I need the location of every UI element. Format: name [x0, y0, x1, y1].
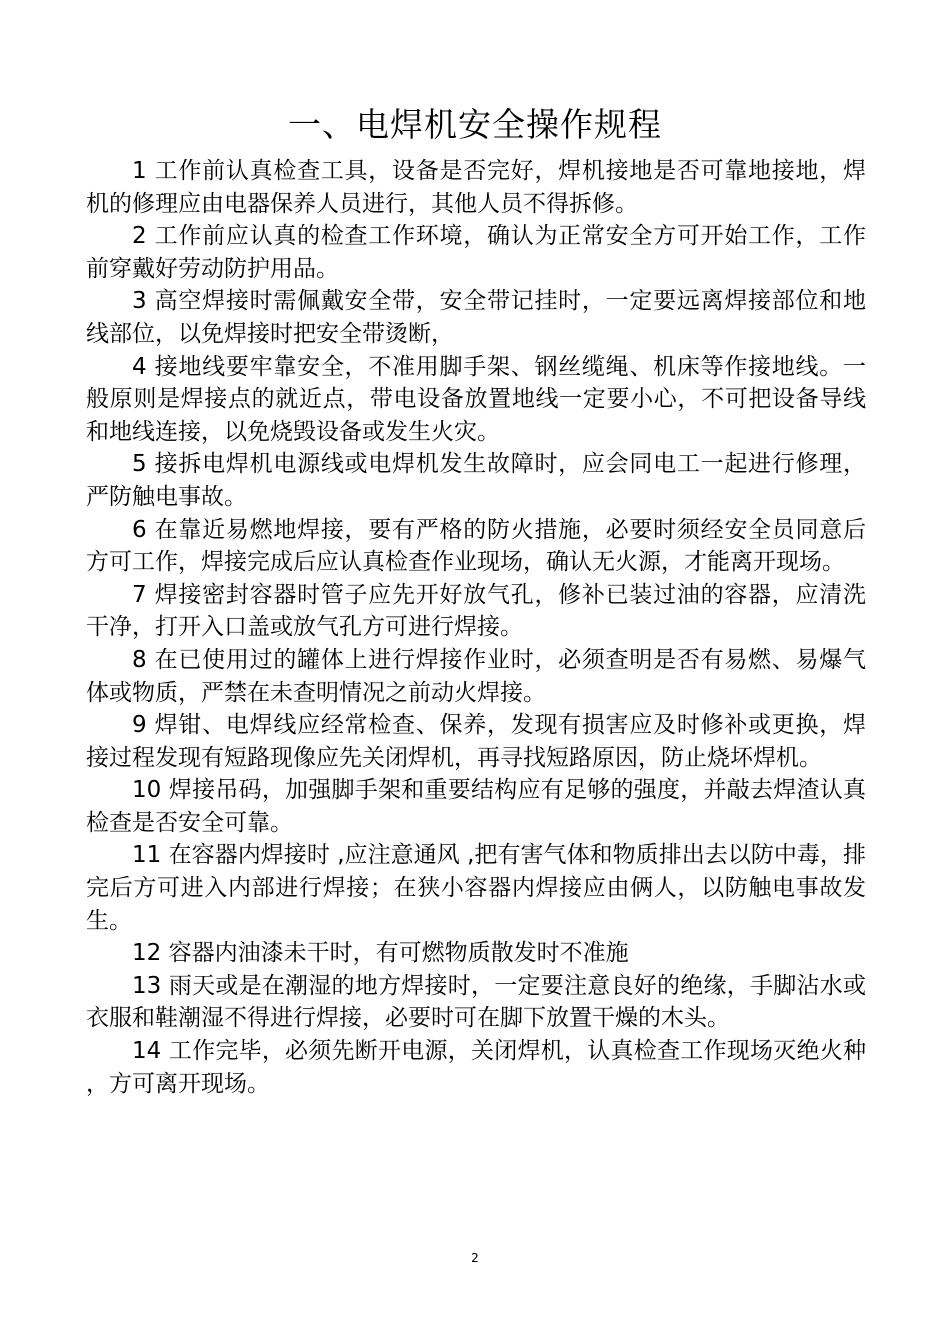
page-title: 一、电焊机安全操作规程: [288, 105, 662, 144]
paragraph-4: 4 接地线要牢靠安全，不准用脚手架、钢丝缆绳、机床等作接地线。一般原则是焊接点的就近点，带电设备放置地线一定要小心，不可把设备导线和地线连接，以免烧毁设备或发生火灾。: [86, 353, 866, 445]
paragraph-2: 2 工作前应认真的检查工作环境，确认为正常安全方可开始工作，工作前穿戴好劳动防护用品。: [86, 223, 866, 282]
paragraph-1: 1 工作前认真检查工具，设备是否完好，焊机接地是否可靠地接地，焊机的修理应由电器保养人员进行，其他人员不得拆修。: [86, 158, 866, 217]
paragraph-14: 14 工作完毕，必须先断开电源，关闭焊机，认真检查工作现场灭绝火种，方可离开现场。: [86, 1038, 866, 1097]
paragraph-11: 11 在容器内焊接时 ,应注意通风 ,把有害气体和物质排出去以防中毒，排完后方可进入内部进行焊接；在狭小容器内焊接应由俩人，以防触电事故发生。: [86, 842, 866, 934]
paragraph-6: 6 在靠近易燃地焊接，要有严格的防火措施，必要时须经安全员同意后方可工作，焊接完成后应认真检查作业现场，确认无火源，才能离开现场。: [86, 516, 866, 576]
paragraph-9: 9 焊钳、电焊线应经常检查、保养，发现有损害应及时修补或更换，焊接过程发现有短路现像应先关闭焊机，再寻找短路原因，防止烧坏焊机。: [86, 712, 866, 771]
paragraph-3: 3 高空焊接时需佩戴安全带，安全带记挂时，一定要远离焊接部位和地线部位，以免焊接时把安全带烫断，: [86, 288, 866, 347]
paragraph-13: 13 雨天或是在潮湿的地方焊接时，一定要注意良好的绝缘，手脚沾水或衣服和鞋潮湿不得进行焊接，必要时可在脚下放置干燥的木头。: [86, 972, 866, 1032]
paragraph-5: 5 接拆电焊机电源线或电焊机发生故障时，应会同电工一起进行修理，严防触电事故。: [86, 451, 866, 510]
page-number: 2: [471, 1251, 479, 1265]
document-body: [86, 155, 866, 1100]
paragraph-12: 12 容器内油漆未干时，有可燃物质散发时不准施: [132, 940, 629, 967]
paragraph-7: 7 焊接密封容器时管子应先开好放气孔，修补已装过油的容器，应清洗干净，打开入口盖或放气孔方可进行焊接。: [86, 581, 866, 641]
paragraph-8: 8 在已使用过的罐体上进行焊接作业时，必须查明是否有易燃、易爆气体或物质，严禁在未查明情况之前动火焊接。: [86, 646, 866, 706]
paragraph-10: 10 焊接吊码，加强脚手架和重要结构应有足够的强度，并敲去焊渣认真检查是否安全可靠。: [86, 777, 866, 836]
